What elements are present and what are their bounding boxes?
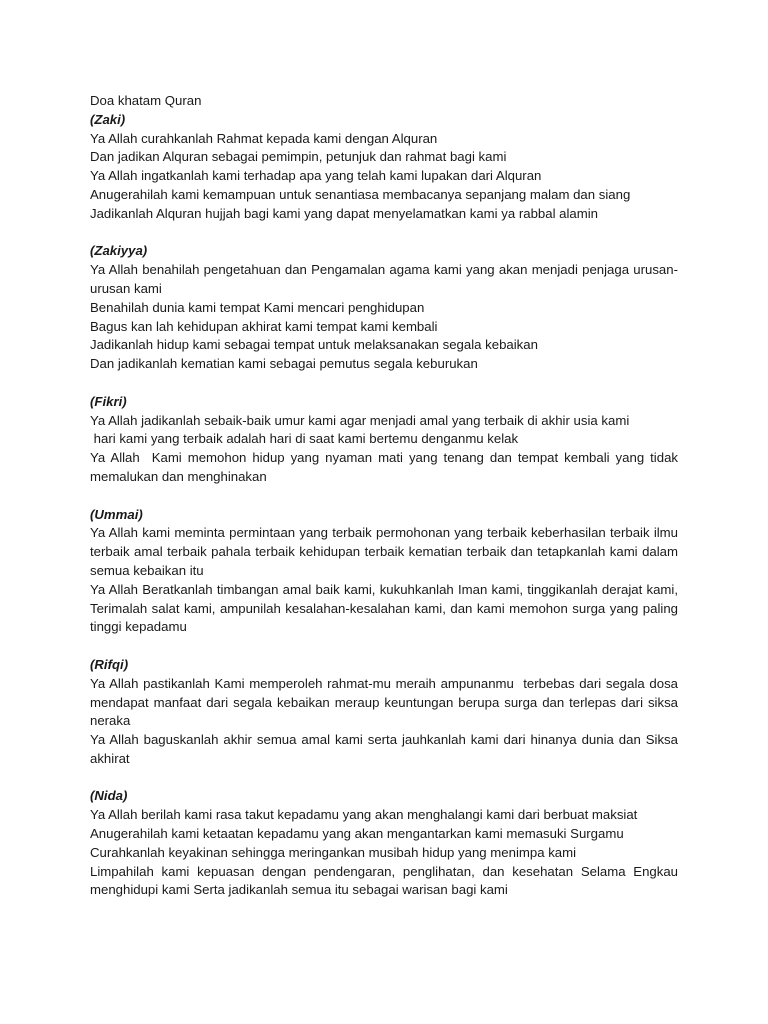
prayer-line: Ya Allah Beratkanlah timbangan amal baik kami, kukuhkanlah Iman kami, tinggikanlah derajat kami, Terimalah salat kami, ampunilah kesalahan-kesalahan kami, dan kami memohon surga yang paling tinggi kepadamu [90,581,678,635]
prayer-line: Dan jadikanlah kematian kami sebagai pemutus segala keburukan [90,356,478,372]
prayer-line: Ya Allah baguskanlah akhir semua amal kami serta jauhkanlah kami dari hinanya dunia dan Siksa akhirat [90,732,678,766]
prayer-line: Ya Allah pastikanlah Kami memperoleh rahmat-mu meraih ampunanmu terbebas dari segala dosa mendapat manfaat dari segala kebaikan meraup keuntungan berupa surga dan terlepas dari siksa neraka [90,675,678,729]
prayer-line: Ya Allah benahilah pengetahuan dan Pengamalan agama kami yang akan menjadi penjaga urusan-urusan kami [90,262,678,296]
prayer-line: Jadikanlah Alquran hujjah bagi kami yang dapat menyelamatkan kami ya rabbal alamin [90,205,599,221]
speaker-label: (Rifqi) [90,656,129,672]
prayer-line: Jadikanlah hidup kami sebagai tempat untuk melaksanakan segala kebaikan [90,337,538,353]
prayer-line: Bagus kan lah kehidupan akhirat kami tempat kami kembali [90,318,438,334]
prayer-line: Anugerahilah kami ketaatan kepadamu yang akan mengantarkan kami memasuki Surgamu [90,826,624,842]
prayer-line: Benahilah dunia kami tempat Kami mencari penghidupan [90,299,425,315]
prayer-section-zaki [90,111,678,224]
prayer-line: Ya Allah ingatkanlah kami terhadap apa yang telah kami lupakan dari Alquran [90,168,542,184]
prayer-section-ummai [90,506,678,638]
prayer-line: Dan jadikan Alquran sebagai pemimpin, petunjuk dan rahmat bagi kami [90,149,507,165]
speaker-label: (Zakiyya) [90,243,148,259]
speaker-label: (Fikri) [90,393,127,409]
prayer-line: Limpahilah kami kepuasan dengan pendengaran, penglihatan, dan kesehatan Selama Engkau menghidupi kami Serta jadikanlah semua itu sebagai warisan bagi kami [90,863,678,898]
prayer-section-zakiyya [90,242,678,374]
speaker-label: (Zaki) [90,111,126,127]
prayer-section-rifqi [90,656,678,769]
speaker-label: (Ummai) [90,506,143,522]
speaker-label: (Nida) [90,788,128,804]
prayer-section-nida [90,787,678,900]
prayer-line: Anugerahilah kami kemampuan untuk senantiasa membacanya sepanjang malam dan siang [90,186,631,202]
prayer-line: Ya Allah curahkanlah Rahmat kepada kami dengan Alquran [90,130,438,146]
prayer-line: Ya Allah Kami memohon hidup yang nyaman mati yang tenang dan tempat kembali yang tidak memalukan dan menghinakan [90,450,678,484]
prayer-line: Ya Allah jadikanlah sebaik-baik umur kami agar menjadi amal yang terbaik di akhir usia kami [90,412,630,428]
prayer-line: Curahkanlah keyakinan sehingga meringankan musibah hidup yang menimpa kami [90,844,577,860]
prayer-line: hari kami yang terbaik adalah hari di saat kami bertemu denganmu kelak [90,431,519,447]
document-title: Doa khatam Quran [90,93,202,108]
prayer-line: Ya Allah kami meminta permintaan yang terbaik permohonan yang terbaik keberhasilan terbaik ilmu terbaik amal terbaik pahala terbaik kehidupan terbaik kematian terbaik dan tetapkanlah kami dalam semua kebaikan itu [90,525,678,578]
document-page [90,92,678,919]
prayer-line: Ya Allah berilah kami rasa takut kepadamu yang akan menghalangi kami dari berbuat maksiat [90,807,638,823]
prayer-section-fikri [90,393,678,487]
